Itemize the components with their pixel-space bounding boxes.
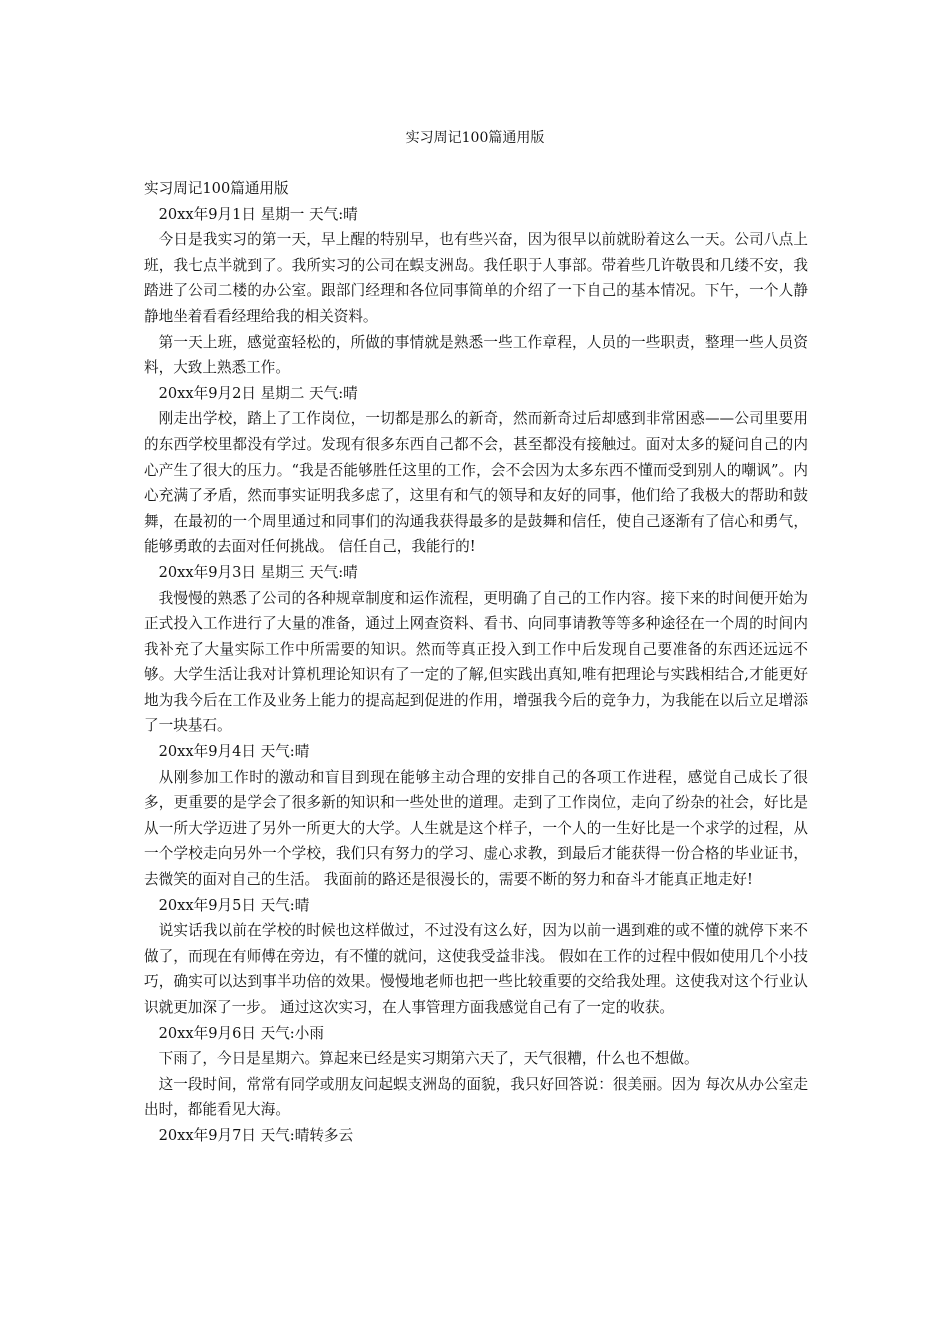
entry-date: 20xx年9月1日 星期一 天气:晴 — [158, 205, 358, 223]
entry-date: 20xx年9月7日 天气:晴转多云 — [158, 1126, 354, 1144]
document-body — [144, 176, 808, 1149]
entry-date: 20xx年9月6日 天气:小雨 — [158, 1024, 324, 1042]
entry-paragraph: 下雨了，今日是星期六。算起来已经是实习期第六天了，天气很糟，什么也不想做。 — [158, 1050, 699, 1068]
entry-date: 20xx年9月2日 星期二 天气:晴 — [158, 384, 358, 402]
entry-date: 20xx年9月5日 天气:晴 — [158, 896, 310, 914]
entry-paragraph: 今日是我实习的第一天，早上醒的特别早，也有些兴奋，因为很早以前就盼着这么一天。公司八点上班，我七点半就到了。我所实习的公司在蜈支洲岛。我任职于人事部。带着些几许敬畏和几缕不安，我踏进了公司二楼的办公室。跟部门经理和各位同事简单的介绍了一下自己的基本情况。下午，一个人静静地坐着看看经理给我的相关资料。 — [144, 231, 808, 325]
entry-paragraph: 刚走出学校，踏上了工作岗位，一切都是那么的新奇，然而新奇过后却感到非常困惑——公司里要用的东西学校里都没有学过。发现有很多东西自己都不会，甚至都没有接触过。面对太多的疑问自己的内心产生了很大的压力。“我是否能够胜任这里的工作，会不会因为太多东西不懂而受到别人的嘲讽”。内心充满了矛盾，然而事实证明我多虑了，这里有和气的领导和友好的同事，他们给了我极大的帮助和鼓舞，在最初的一个周里通过和同事们的沟通我获得最多的是鼓舞和信任，使自己逐渐有了信心和勇气，能够勇敢的去面对任何挑战。 信任自己，我能行的! — [144, 410, 808, 556]
entry-date: 20xx年9月4日 天气:晴 — [158, 743, 310, 761]
document-title: 实习周记100篇通用版 — [405, 130, 545, 146]
document-subtitle: 实习周记100篇通用版 — [144, 180, 289, 197]
entry-date: 20xx年9月3日 星期三 天气:晴 — [158, 563, 358, 581]
entry-paragraph: 这一段时间，常常有同学或朋友问起蜈支洲岛的面貌，我只好回答说：很美丽。因为 每次从办公室走出时，都能看见大海。 — [144, 1075, 808, 1119]
entry-paragraph: 第一天上班，感觉蛮轻松的，所做的事情就是熟悉一些工作章程，人员的一些职责，整理一些人员资料，大致上熟悉工作。 — [144, 333, 808, 377]
entry-paragraph: 从刚参加工作时的激动和盲目到现在能够主动合理的安排自己的各项工作进程，感觉自己成长了很多，更重要的是学会了很多新的知识和一些处世的道理。走到了工作岗位，走向了纷杂的社会，好比是从一所大学迈进了另外一所更大的大学。人生就是这个样子，一个人的一生好比是一个求学的过程，从一个学校走向另外一个学校，我们只有努力的学习、虚心求教，到最后才能获得一份合格的毕业证书，去微笑的面对自己的生活。 我面前的路还是很漫长的，需要不断的努力和奋斗才能真正地走好! — [144, 768, 808, 889]
entry-paragraph: 我慢慢的熟悉了公司的各种规章制度和运作流程，更明确了自己的工作内容。接下来的时间便开始为正式投入工作进行了大量的准备，通过上网查资料、看书、向同事请教等等多种途径在一个周的时间内我补充了大量实际工作中所需要的知识。然而等真正投入到工作中后发现自己要准备的东西还远远不够。大学生活让我对计算机理论知识有了一定的了解,但实践出真知,唯有把理论与实践相结合,才能更好地为我今后在工作及业务上能力的提高起到促进的作用，增强我今后的竞争力，为我能在以后立足增添了一块基石。 — [144, 589, 808, 735]
entry-paragraph: 说实话我以前在学校的时候也这样做过，不过没有这么好，因为以前一遇到难的或不懂的就停下来不做了，而现在有师傅在旁边，有不懂的就问，这使我受益非浅。 假如在工作的过程中假如使用几个小技巧，确实可以达到事半功倍的效果。慢慢地老师也把一些比较重要的交给我处理。这使我对这个行业认识就更加深了一步。 通过这次实习，在人事管理方面我感觉自己有了一定的收获。 — [144, 922, 808, 1016]
